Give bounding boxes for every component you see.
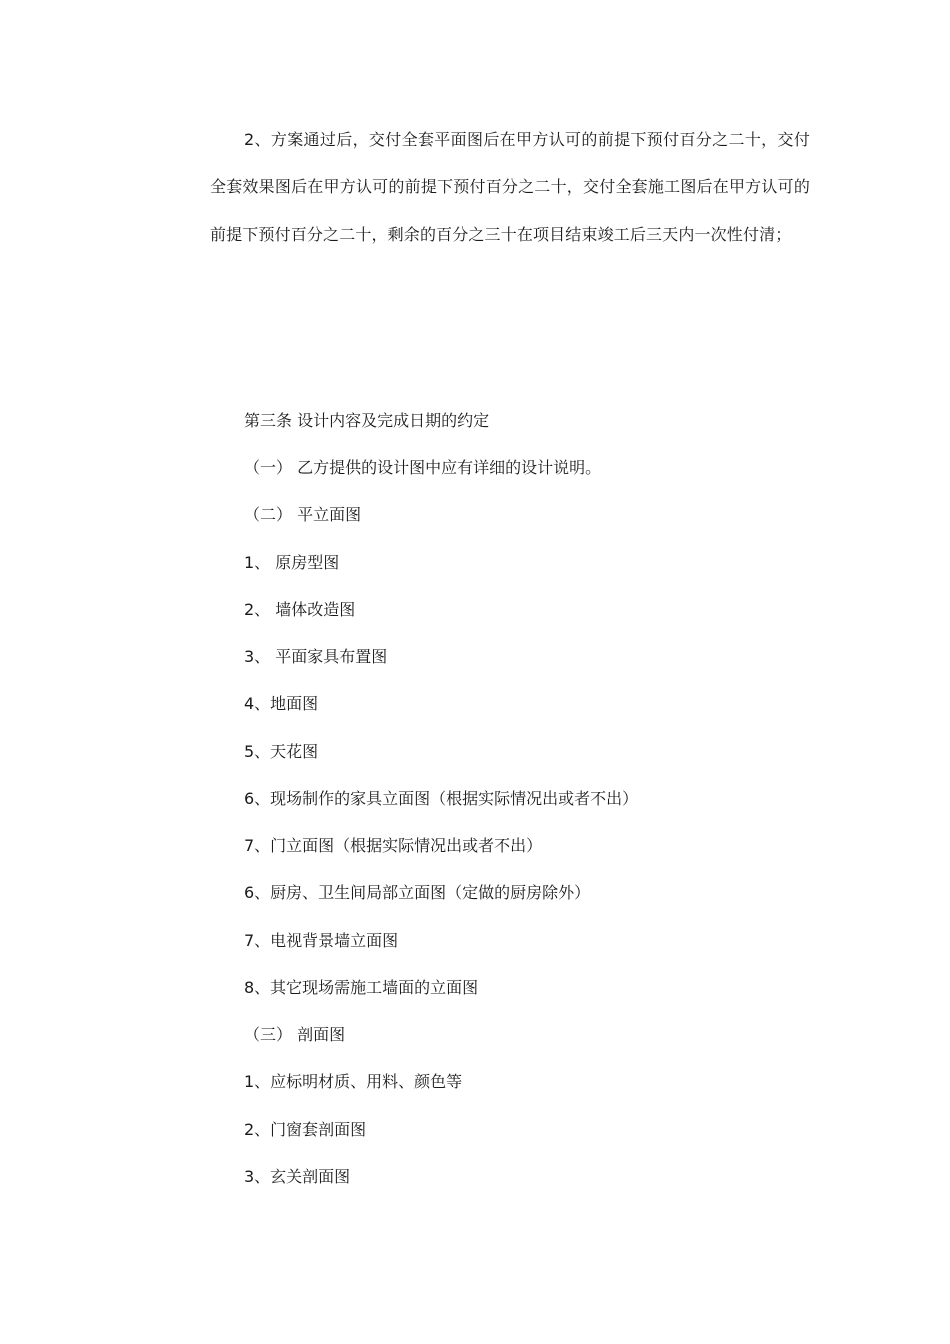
- list-item: 4、地面图: [244, 694, 319, 713]
- list-item: 8、其它现场需施工墙面的立面图: [244, 978, 479, 997]
- list-item: 7、门立面图（根据实际情况出或者不出）: [244, 836, 543, 855]
- list-item: 1、应标明材质、用料、颜色等: [244, 1072, 463, 1091]
- list-item: 3、玄关剖面图: [244, 1167, 351, 1186]
- list-item: 6、现场制作的家具立面图（根据实际情况出或者不出）: [244, 789, 639, 808]
- list-item: 6、厨房、卫生间局部立面图（定做的厨房除外）: [244, 883, 591, 902]
- list-item: 5、天花图: [244, 742, 319, 761]
- section-heading: （二） 平立面图: [244, 505, 362, 524]
- list-item: 1、 原房型图: [244, 553, 340, 572]
- list-item: 2、门窗套剖面图: [244, 1120, 367, 1139]
- article-heading: 第三条 设计内容及完成日期的约定: [244, 411, 490, 430]
- section-heading: （三） 剖面图: [244, 1025, 346, 1044]
- section-item: （一） 乙方提供的设计图中应有详细的设计说明。: [244, 458, 602, 477]
- list-item: 7、电视背景墙立面图: [244, 931, 399, 950]
- payment-paragraph: 2、方案通过后，交付全套平面图后在甲方认可的前提下预付百分之二十，交付全套效果图后在甲方认可的前提下预付百分之二十，交付全套施工图后在甲方认可的前提下预付百分之二十，剩余的百分之三十在项目结束竣工后三天内一次性付清；: [210, 130, 810, 244]
- list-item: 2、 墙体改造图: [244, 600, 356, 619]
- list-item: 3、 平面家具布置图: [244, 647, 388, 666]
